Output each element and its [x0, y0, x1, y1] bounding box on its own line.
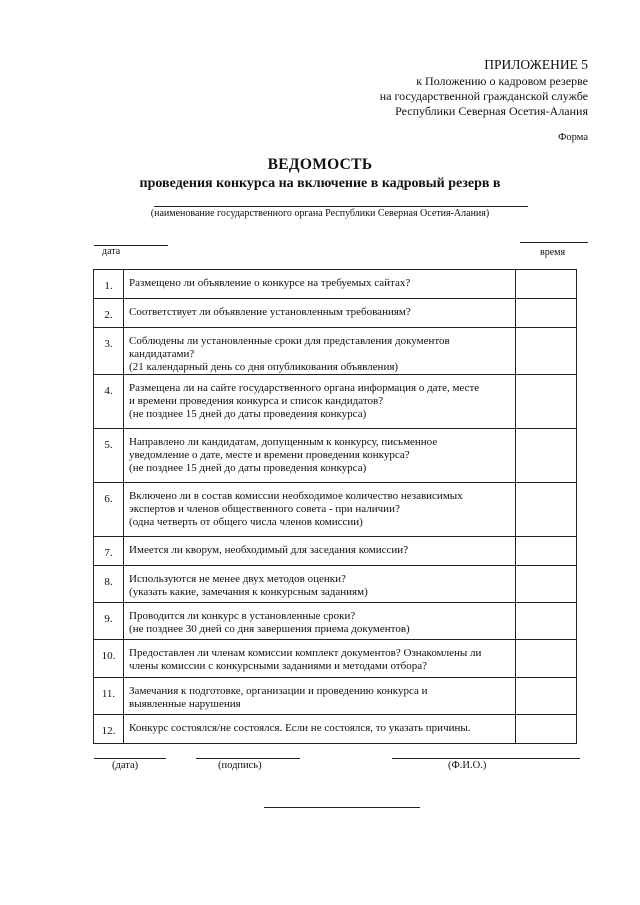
row-question [124, 429, 516, 483]
row-number: 3. [94, 328, 124, 375]
row-number: 6. [94, 483, 124, 537]
checklist-row [94, 328, 577, 375]
answer-cell[interactable] [515, 603, 576, 640]
question-line: (одна четверть от общего числа членов комиссии) [129, 516, 363, 528]
appendix-line: на государственной гражданской службе [379, 89, 588, 103]
question-line: уведомление о дате, месте и времени проведения конкурса? [129, 449, 410, 461]
row-question [124, 375, 516, 429]
bottom-line [264, 807, 420, 808]
answer-cell[interactable] [515, 537, 576, 566]
row-number: 12. [94, 715, 124, 744]
row-question [124, 678, 516, 715]
question-line: и времени проведения конкурса и список кандидатов? [129, 395, 384, 407]
answer-cell[interactable] [515, 715, 576, 744]
row-question [124, 299, 516, 328]
checklist-row [94, 270, 577, 299]
row-number: 11. [94, 678, 124, 715]
checklist-row [94, 603, 577, 640]
answer-cell[interactable] [515, 328, 576, 375]
question-line: (не позднее 30 дней со дня завершения приема документов) [129, 623, 410, 635]
checklist-row [94, 299, 577, 328]
org-name-caption: (наименование государственного органа Республики Северная Осетия-Алания) [150, 208, 490, 219]
question-line: (21 календарный день со дня опубликования объявления) [129, 361, 399, 373]
checklist-row [94, 483, 577, 537]
checklist-row [94, 566, 577, 603]
row-question [124, 640, 516, 678]
answer-cell[interactable] [515, 429, 576, 483]
question-line: Соблюдены ли установленные сроки для представления документов [129, 335, 450, 347]
answer-cell[interactable] [515, 678, 576, 715]
answer-cell[interactable] [515, 483, 576, 537]
question-line: Используются не менее двух методов оценки? [129, 573, 346, 585]
question-line: Соответствует ли объявление установленным требованиям? [129, 306, 411, 318]
row-number: 4. [94, 375, 124, 429]
question-line: (указать какие, замечания к конкурсным заданиям) [129, 586, 368, 598]
question-line: выявленные нарушения [129, 698, 241, 710]
row-question [124, 483, 516, 537]
signature-name-caption: (Ф.И.О.) [448, 760, 487, 771]
row-number: 10. [94, 640, 124, 678]
row-question [124, 603, 516, 640]
answer-cell[interactable] [515, 299, 576, 328]
answer-cell[interactable] [515, 640, 576, 678]
question-line: экспертов и членов общественного совета - при наличии? [129, 503, 400, 515]
checklist-row [94, 640, 577, 678]
question-line: Предоставлен ли членам комиссии комплект документов? Ознакомлены ли [129, 647, 482, 659]
row-question [124, 715, 516, 744]
date-caption: дата [102, 246, 121, 257]
row-number: 9. [94, 603, 124, 640]
checklist-row [94, 375, 577, 429]
row-question [124, 566, 516, 603]
question-line: кандидатами? [129, 348, 195, 360]
question-line: Размещена ли на сайте государственного органа информация о дате, месте [129, 382, 480, 394]
signature-sign-caption: (подпись) [218, 760, 262, 771]
checklist-row [94, 537, 577, 566]
checklist-row [94, 715, 577, 744]
appendix-line: Республики Северная Осетия-Алания [395, 104, 588, 118]
question-line: Проводится ли конкурс в установленные сроки? [129, 610, 356, 622]
time-caption: время [540, 247, 566, 258]
form-label: Форма [558, 132, 588, 143]
signature-name-line[interactable] [392, 758, 580, 759]
title-subtitle: проведения конкурса на включение в кадровый резерв в [139, 176, 501, 191]
question-line: Размещено ли объявление о конкурсе на требуемых сайтах? [129, 277, 411, 289]
checklist-row [94, 678, 577, 715]
checklist-table [93, 269, 577, 744]
row-number: 7. [94, 537, 124, 566]
appendix-line: к Положению о кадровом резерве [416, 74, 588, 88]
question-line: Направлено ли кандидатам, допущенным к конкурсу, письменное [129, 436, 438, 448]
row-question [124, 328, 516, 375]
question-line: (не позднее 15 дней до даты проведения конкурса) [129, 408, 367, 420]
question-line: члены комиссии с конкурсными заданиями и методами отбора? [129, 660, 428, 672]
row-number: 8. [94, 566, 124, 603]
row-number: 1. [94, 270, 124, 299]
answer-cell[interactable] [515, 375, 576, 429]
question-line: Конкурс состоялся/не состоялся. Если не состоялся, то указать причины. [129, 722, 471, 734]
row-question [124, 270, 516, 299]
time-field-line[interactable] [520, 242, 588, 243]
title-main: ВЕДОМОСТЬ [267, 156, 373, 173]
signature-sign-line[interactable] [196, 758, 300, 759]
checklist-row [94, 429, 577, 483]
signature-date-line[interactable] [94, 758, 166, 759]
row-question [124, 537, 516, 566]
signature-date-caption: (дата) [112, 760, 139, 771]
question-line: Замечания к подготовке, организации и проведению конкурса и [129, 685, 428, 697]
row-number: 5. [94, 429, 124, 483]
row-number: 2. [94, 299, 124, 328]
question-line: Включено ли в состав комиссии необходимое количество независимых [129, 490, 463, 502]
answer-cell[interactable] [515, 566, 576, 603]
question-line: (не позднее 15 дней до даты проведения конкурса) [129, 462, 367, 474]
appendix-title: ПРИЛОЖЕНИЕ 5 [484, 57, 588, 72]
document-title [0, 155, 640, 193]
question-line: Имеется ли кворум, необходимый для заседания комиссии? [129, 544, 409, 556]
org-name-line[interactable] [154, 206, 528, 207]
appendix-header [380, 56, 588, 119]
answer-cell[interactable] [515, 270, 576, 299]
